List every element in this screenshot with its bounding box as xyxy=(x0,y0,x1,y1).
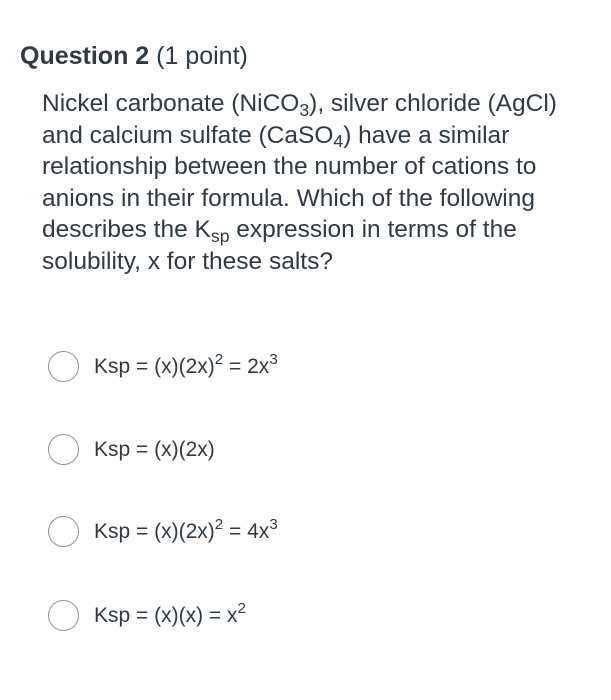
radio-button[interactable] xyxy=(48,600,79,631)
question-header xyxy=(20,36,248,76)
question-title: Question 2 xyxy=(20,42,150,70)
prompt-text: describes the K xyxy=(42,216,211,243)
prompt-line-3: relationship between the number of cations to xyxy=(42,153,537,180)
prompt-line-4: anions in their formula. Which of the following xyxy=(42,184,535,212)
prompt-line-6: solubility, x for these salts? xyxy=(42,247,333,275)
radio-button[interactable] xyxy=(48,434,79,465)
answer-text: = 4x xyxy=(223,519,270,543)
answer-text: Ksp = (x)(2x) xyxy=(94,354,215,378)
superscript: 2 xyxy=(237,600,246,618)
answer-option-4[interactable] xyxy=(48,600,246,631)
answer-label xyxy=(94,601,246,631)
subscript: 3 xyxy=(299,99,310,120)
superscript: 2 xyxy=(214,516,224,534)
radio-button[interactable] xyxy=(48,351,79,382)
answer-option-2[interactable] xyxy=(48,434,215,465)
answer-option-3[interactable] xyxy=(48,516,278,547)
answer-text: Ksp = (x)(2x) xyxy=(94,519,215,543)
question-prompt xyxy=(42,88,602,277)
radio-button[interactable] xyxy=(48,516,79,547)
prompt-text: expression in terms of the xyxy=(229,216,517,243)
superscript: 3 xyxy=(269,516,278,534)
prompt-text: Nickel carbonate (NiCO xyxy=(42,90,300,117)
prompt-line-1 xyxy=(42,88,602,120)
prompt-text: and calcium sulfate (CaSO xyxy=(42,121,334,149)
subscript: 4 xyxy=(333,131,344,152)
answer-text: Ksp = (x)(x) = x xyxy=(94,603,238,627)
answer-label xyxy=(94,352,278,382)
subscript: sp xyxy=(210,225,230,246)
answer-label xyxy=(94,517,278,547)
prompt-line-2 xyxy=(42,120,602,152)
prompt-text: ), silver chloride (AgCl) xyxy=(309,90,557,117)
superscript: 2 xyxy=(214,351,224,369)
answer-label xyxy=(94,435,215,465)
answer-text: = 2x xyxy=(223,354,270,378)
question-points: (1 point) xyxy=(156,42,248,70)
prompt-text: ) have a similar xyxy=(343,121,510,149)
answer-option-1[interactable] xyxy=(48,351,278,382)
prompt-line-5 xyxy=(42,214,602,246)
answer-text: Ksp = (x)(2x) xyxy=(94,437,215,461)
superscript: 3 xyxy=(269,351,278,369)
